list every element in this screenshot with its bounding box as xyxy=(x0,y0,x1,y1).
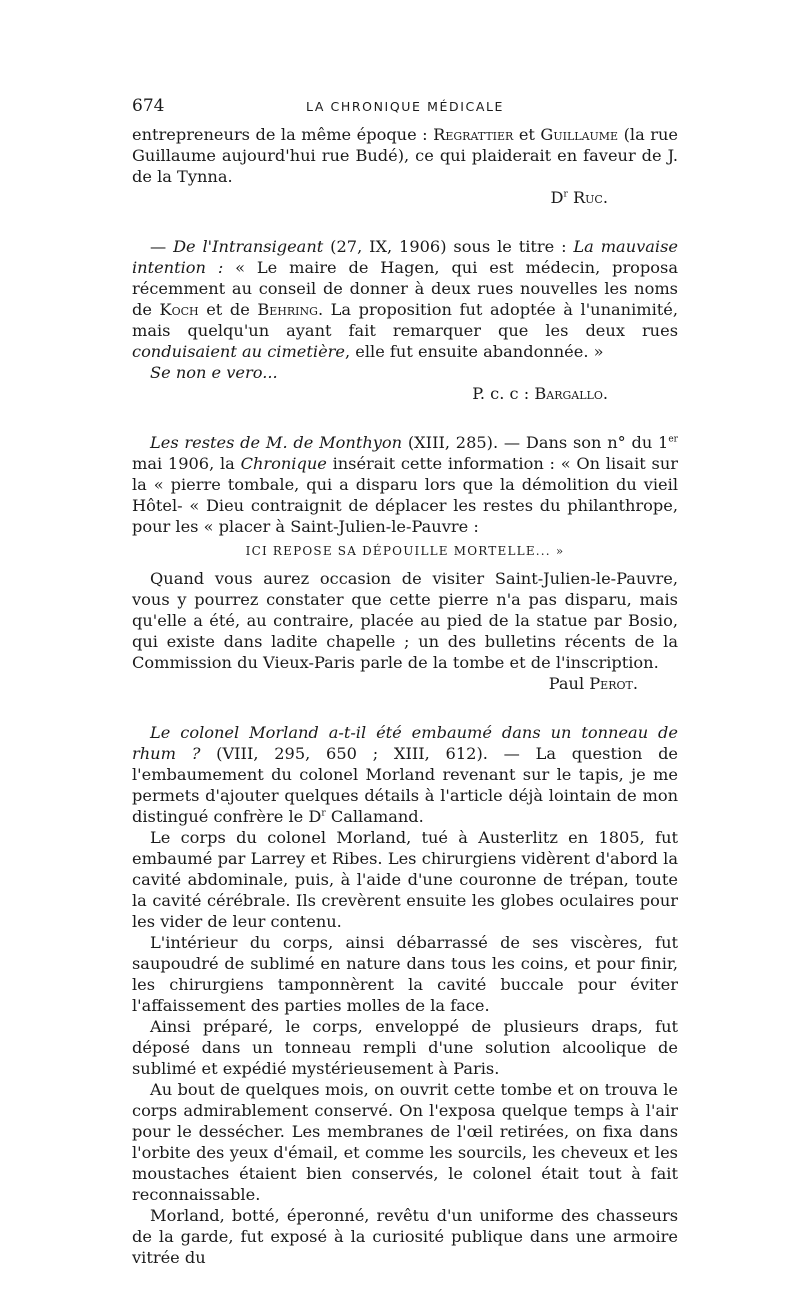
epitaph: ICI REPOSE SA DÉPOUILLE MORTELLE... » xyxy=(245,544,565,558)
name-guillaume: Guillaume xyxy=(540,125,619,144)
section3-title: Les restes de M. de Monthyon xyxy=(150,433,403,452)
page-number: 674 xyxy=(132,96,165,116)
running-head xyxy=(132,96,678,124)
section1-paragraph: entrepreneurs de la même époque : Regrattier et Guillaume (la rue Guillaume aujourd'hui rue Budé), ce qui plaiderait en faveur de J. de la Tynna. xyxy=(132,125,678,186)
section4-title: Le colonel Morland a-t-il été embaumé dans un tonneau de rhum ? xyxy=(132,723,678,763)
section2-paragraph: — De l'Intransigeant (27, IX, 1906) sous le titre : La mauvaise intention : « Le maire de Hagen, qui est médecin, proposa récemment au conseil de donner à deux rues nouvelles les noms de Koch et de Behring. La proposition fut adoptée à l'unanimité, mais quelqu'un ayant fait remarquer que les deux rues conduisaient au cimetière, elle fut ensuite abandonnée. » xyxy=(132,237,679,361)
section3-paragraph-2: Quand vous aurez occasion de visiter Saint-Julien-le-Pauvre, vous y pourrez constater que cette pierre n'a pas disparu, mais qu'elle a été, au contraire, placée au pied de la statue par Bosio, qui existe dans ladite chapelle ; un des bulletins récents de la Commission du Vieux-Paris parle de la tombe et de l'inscription. xyxy=(132,569,678,672)
saying: Se non e vero... xyxy=(150,363,278,382)
section4-paragraph: Au bout de quelques mois, on ouvrit cette tombe et on trouva le corps admirablement conservé. On l'exposa quelque temps à l'air pour le dessécher. Les membranes de l'œil retirées, on fixa dans l'orbite des yeux d'émail, et comme les sourcils, les cheveux et les moustaches étaient bien conservés, le colonel était tout à fait reconnaissable. xyxy=(132,1080,678,1204)
section3-paragraph: Les restes de M. de Monthyon (XIII, 285). — Dans son n° du 1er mai 1906, la Chronique insérait cette information : « On lisait sur la « pierre tombale, qui a disparu lors que la démolition du vieil Hôtel- « Dieu contraignit de déplacer les restes du philanthrope, pour les « placer à Saint-Julien-le-Pauvre : xyxy=(132,433,678,536)
name-behring: Behring xyxy=(257,300,318,319)
section4-paragraph: Le corps du colonel Morland, tué à Austerlitz en 1805, fut embaumé par Larrey et Ribes. Les chirurgiens vidèrent d'abord la cavité abdominale, puis, à l'aide d'une couronne de trépan, toute la cavité cérébrale. Ils crevèrent ensuite les globes oculaires pour les vider de leur contenu. xyxy=(132,828,678,931)
section1-signature: $D^r$ Ruc. xyxy=(550,188,608,207)
name-regrattier: Regrattier xyxy=(433,125,514,144)
page xyxy=(132,96,678,1268)
journal-title: LA CHRONIQUE MÉDICALE xyxy=(305,99,505,114)
source-title: De l'Intransigeant xyxy=(173,237,324,256)
section4-intro: Le colonel Morland a-t-il été embaumé dans un tonneau de rhum ? (VIII, 295, 650 ; XIII, 612). — La question de l'embaumement du colonel Morland revenant sur le tapis, je me permets d'ajouter quelques détails à l'article déjà lointain de mon distingué confrère le $D^r$ Callamand. xyxy=(132,723,679,826)
name-koch: Koch xyxy=(159,300,199,319)
section4-paragraph: L'intérieur du corps, ainsi débarrassé de ses viscères, fut saupoudré de sublimé en nature dans tous les coins, et pour finir, les chirurgiens tamponnèrent la cavité buccale pour éviter l'affaissement des parties molles de la face. xyxy=(132,933,678,1015)
section3-signature: Paul Perot. xyxy=(548,674,638,693)
article-title: La mauvaise intention : xyxy=(132,237,678,277)
section4-paragraph: Morland, botté, éperonné, revêtu d'un uniforme des chasseurs de la garde, fut exposé à la curiosité publique dans une armoire vitrée du xyxy=(132,1206,678,1267)
section2-signature: P. c. c : Bargallo. xyxy=(472,384,608,403)
section4-paragraph: Ainsi préparé, le corps, enveloppé de plusieurs draps, fut déposé dans un tonneau rempli d'une solution alcoolique de sublimé et expédié mystérieusement à Paris. xyxy=(132,1017,678,1078)
